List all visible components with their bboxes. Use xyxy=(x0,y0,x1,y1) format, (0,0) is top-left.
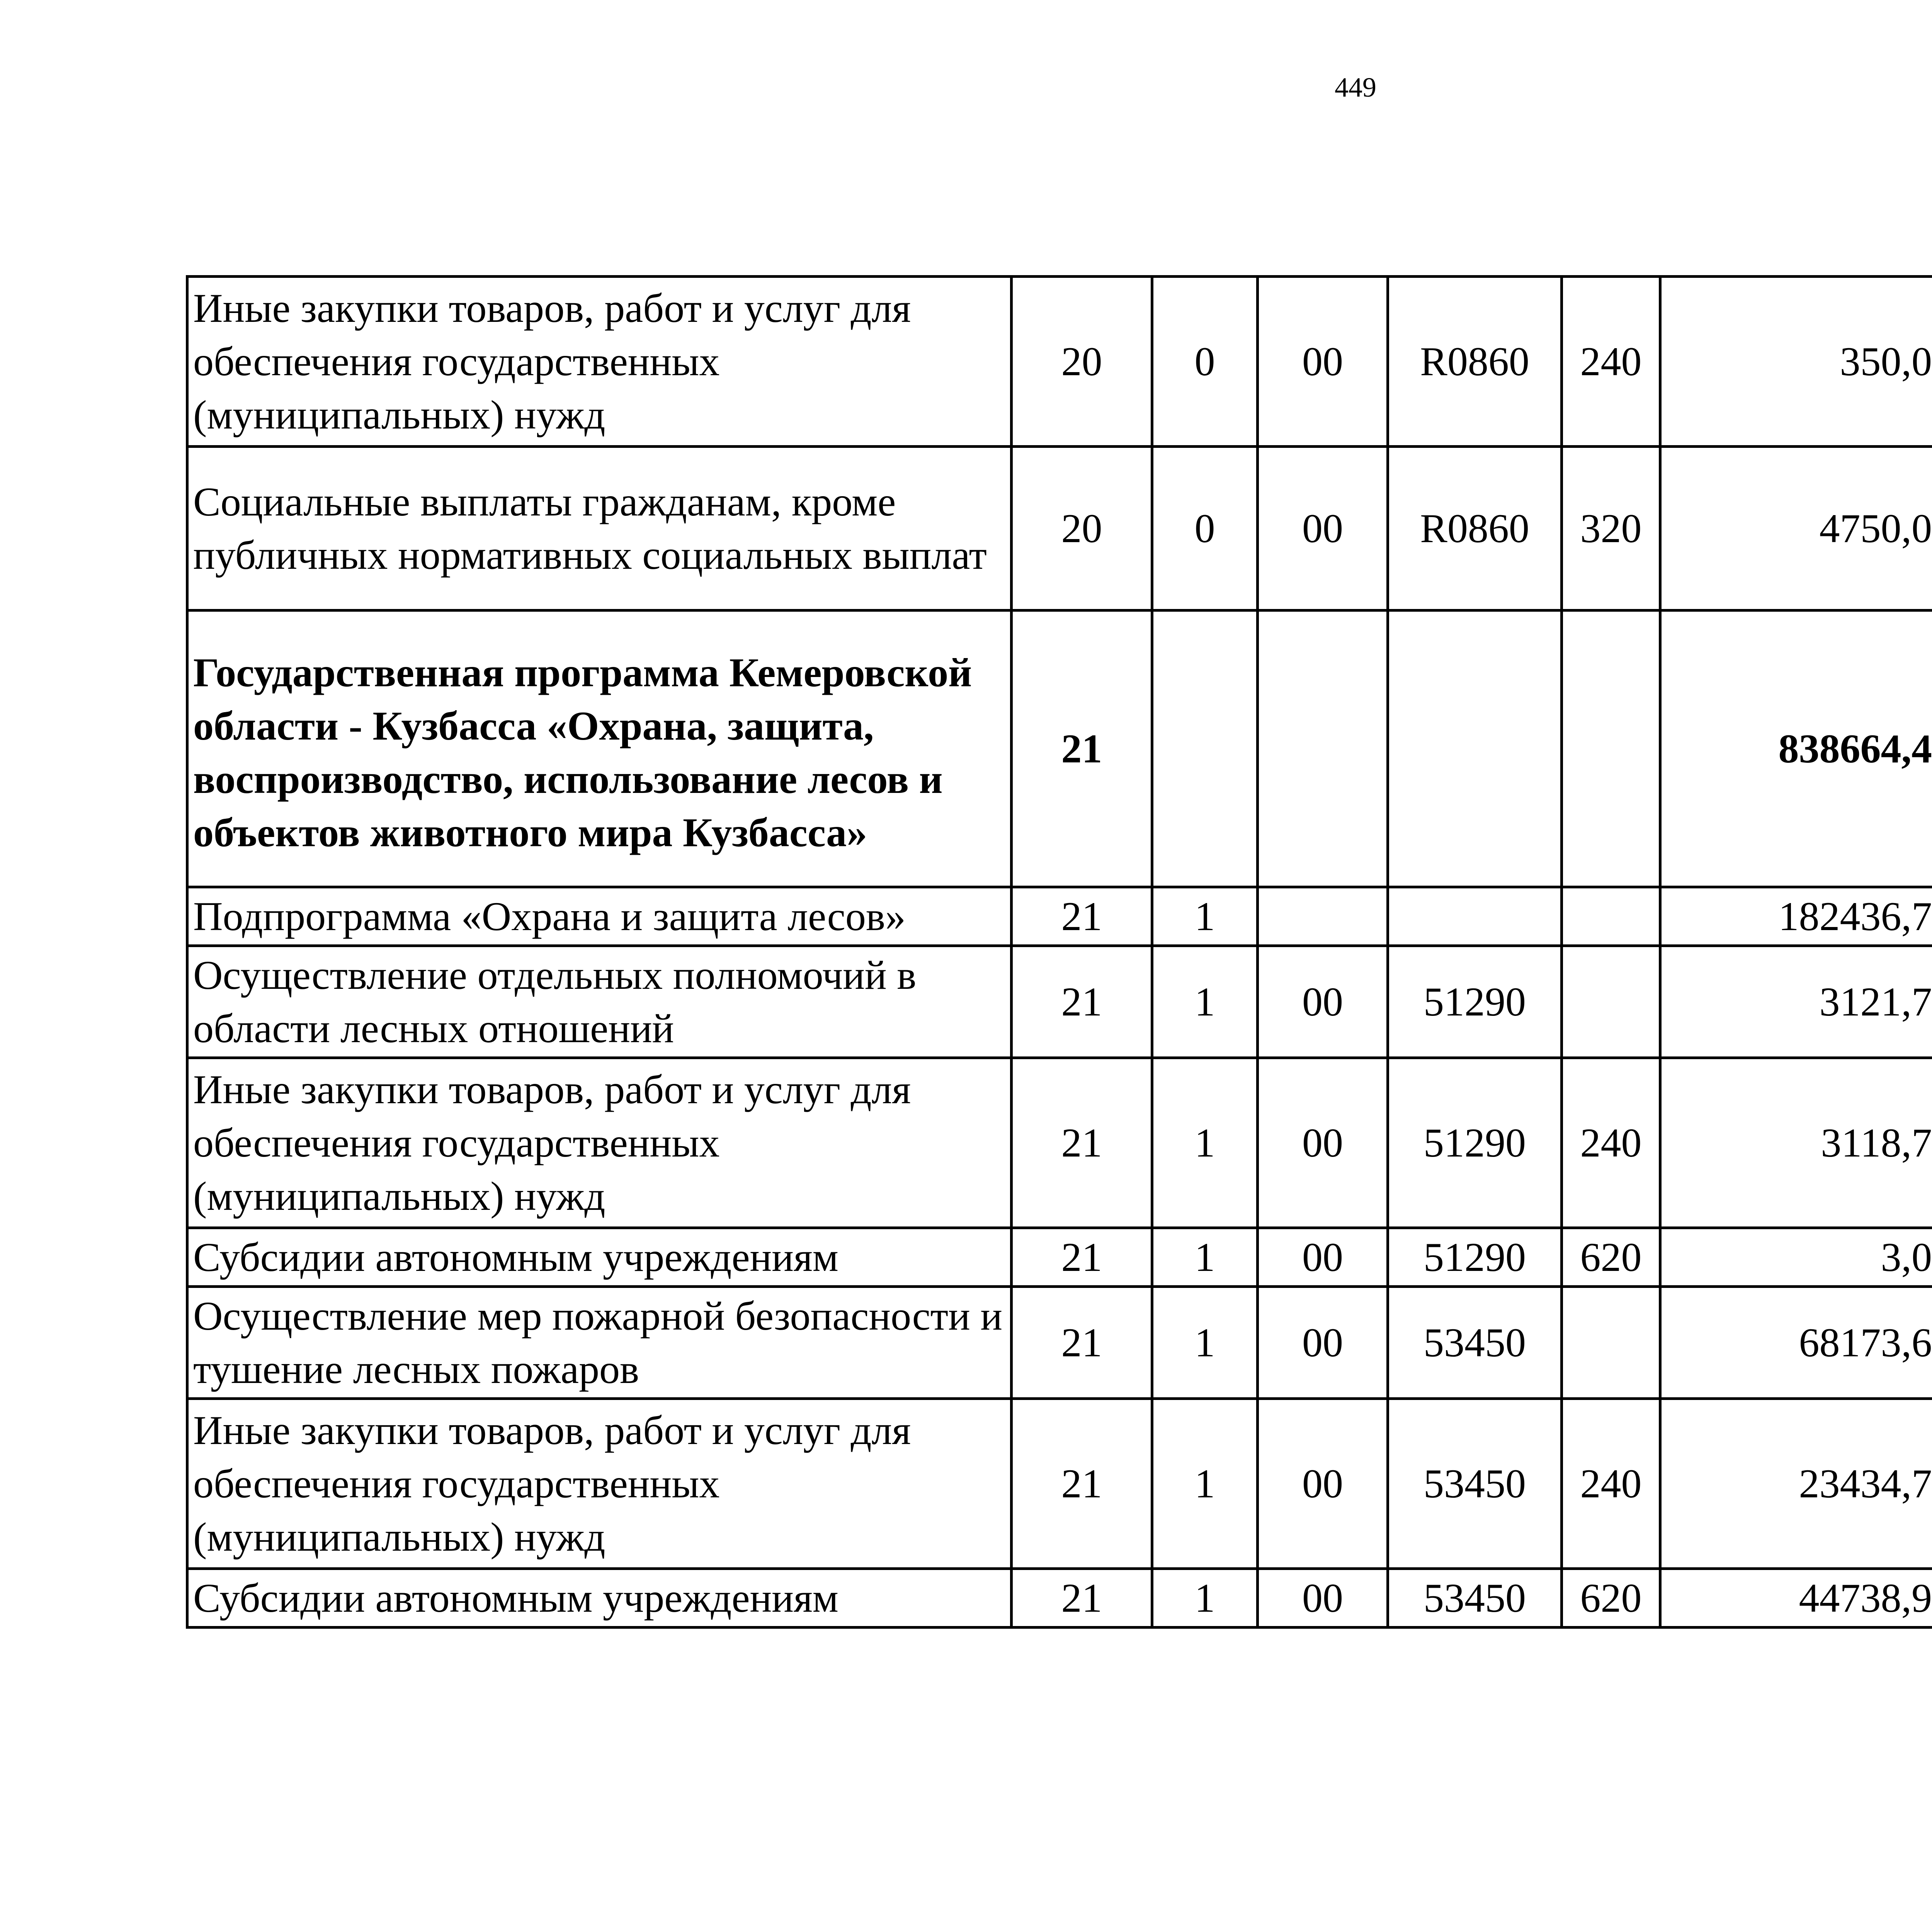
direction-code: 00 xyxy=(1258,447,1388,611)
table-row xyxy=(187,277,1932,447)
row-name: Иные закупки товаров, работ и услуг для обеспечения государственных (муниципальных) нужд xyxy=(187,277,1012,447)
table-row xyxy=(187,611,1932,887)
row-name: Социальные выплаты гражданам, кроме публичных нормативных социальных выплат xyxy=(187,447,1012,611)
amount-year-1: 182436,7 xyxy=(1660,887,1932,946)
page-number: 449 xyxy=(1335,72,1376,103)
program-code: 21 xyxy=(1012,946,1152,1058)
program-code: 20 xyxy=(1012,447,1152,611)
row-name: Иные закупки товаров, работ и услуг для обеспечения государственных (муниципальных) нужд xyxy=(187,1399,1012,1569)
budget-table xyxy=(186,275,1932,1629)
expense-code xyxy=(1388,611,1562,887)
expense-code: 51290 xyxy=(1388,946,1562,1058)
expense-type xyxy=(1562,611,1660,887)
amount-year-1: 350,0 xyxy=(1660,277,1932,447)
row-name: Субсидии автономным учреждениям xyxy=(187,1569,1012,1628)
direction-code xyxy=(1258,887,1388,946)
row-name: Государственная программа Кемеровской области - Кузбасса «Охрана, защита, воспроизводство, использование лесов и объектов животного мира Кузбасса» xyxy=(187,611,1012,887)
row-name: Подпрограмма «Охрана и защита лесов» xyxy=(187,887,1012,946)
subprogram-code: 1 xyxy=(1152,1569,1258,1628)
subprogram-code: 1 xyxy=(1152,1058,1258,1228)
table-row xyxy=(187,887,1932,946)
row-name: Осуществление мер пожарной безопасности и тушение лесных пожаров xyxy=(187,1287,1012,1399)
direction-code: 00 xyxy=(1258,1228,1388,1287)
expense-type: 620 xyxy=(1562,1569,1660,1628)
program-code: 21 xyxy=(1012,1569,1152,1628)
amount-year-1: 68173,6 xyxy=(1660,1287,1932,1399)
amount-year-1: 44738,9 xyxy=(1660,1569,1932,1628)
direction-code: 00 xyxy=(1258,1058,1388,1228)
expense-type: 240 xyxy=(1562,1399,1660,1569)
expense-code: 51290 xyxy=(1388,1228,1562,1287)
subprogram-code: 1 xyxy=(1152,946,1258,1058)
expense-type: 620 xyxy=(1562,1228,1660,1287)
program-code: 21 xyxy=(1012,611,1152,887)
expense-type: 240 xyxy=(1562,1058,1660,1228)
program-code: 21 xyxy=(1012,1228,1152,1287)
amount-year-1: 838664,4 xyxy=(1660,611,1932,887)
direction-code: 00 xyxy=(1258,1399,1388,1569)
table-row xyxy=(187,1058,1932,1228)
expense-code: R0860 xyxy=(1388,447,1562,611)
row-name: Осуществление отдельных полномочий в области лесных отношений xyxy=(187,946,1012,1058)
expense-code: R0860 xyxy=(1388,277,1562,447)
expense-type xyxy=(1562,887,1660,946)
direction-code: 00 xyxy=(1258,1569,1388,1628)
row-name: Иные закупки товаров, работ и услуг для обеспечения государственных (муниципальных) нужд xyxy=(187,1058,1012,1228)
direction-code: 00 xyxy=(1258,946,1388,1058)
expense-code xyxy=(1388,887,1562,946)
table-row xyxy=(187,1399,1932,1569)
table-row xyxy=(187,1287,1932,1399)
direction-code: 00 xyxy=(1258,277,1388,447)
program-code: 21 xyxy=(1012,887,1152,946)
subprogram-code: 1 xyxy=(1152,887,1258,946)
amount-year-1: 23434,7 xyxy=(1660,1399,1932,1569)
table-row xyxy=(187,1228,1932,1287)
program-code: 21 xyxy=(1012,1287,1152,1399)
subprogram-code: 0 xyxy=(1152,277,1258,447)
program-code: 20 xyxy=(1012,277,1152,447)
table-row xyxy=(187,1569,1932,1628)
expense-type: 240 xyxy=(1562,277,1660,447)
expense-type: 320 xyxy=(1562,447,1660,611)
amount-year-1: 3121,7 xyxy=(1660,946,1932,1058)
table-row xyxy=(187,447,1932,611)
subprogram-code: 1 xyxy=(1152,1228,1258,1287)
expense-code: 53450 xyxy=(1388,1287,1562,1399)
row-name: Субсидии автономным учреждениям xyxy=(187,1228,1012,1287)
amount-year-1: 3,0 xyxy=(1660,1228,1932,1287)
subprogram-code: 1 xyxy=(1152,1287,1258,1399)
expense-code: 51290 xyxy=(1388,1058,1562,1228)
program-code: 21 xyxy=(1012,1058,1152,1228)
subprogram-code: 0 xyxy=(1152,447,1258,611)
amount-year-1: 3118,7 xyxy=(1660,1058,1932,1228)
direction-code: 00 xyxy=(1258,1287,1388,1399)
subprogram-code: 1 xyxy=(1152,1399,1258,1569)
expense-type xyxy=(1562,946,1660,1058)
direction-code xyxy=(1258,611,1388,887)
amount-year-1: 4750,0 xyxy=(1660,447,1932,611)
expense-type xyxy=(1562,1287,1660,1399)
table-row xyxy=(187,946,1932,1058)
expense-code: 53450 xyxy=(1388,1569,1562,1628)
program-code: 21 xyxy=(1012,1399,1152,1569)
expense-code: 53450 xyxy=(1388,1399,1562,1569)
subprogram-code xyxy=(1152,611,1258,887)
